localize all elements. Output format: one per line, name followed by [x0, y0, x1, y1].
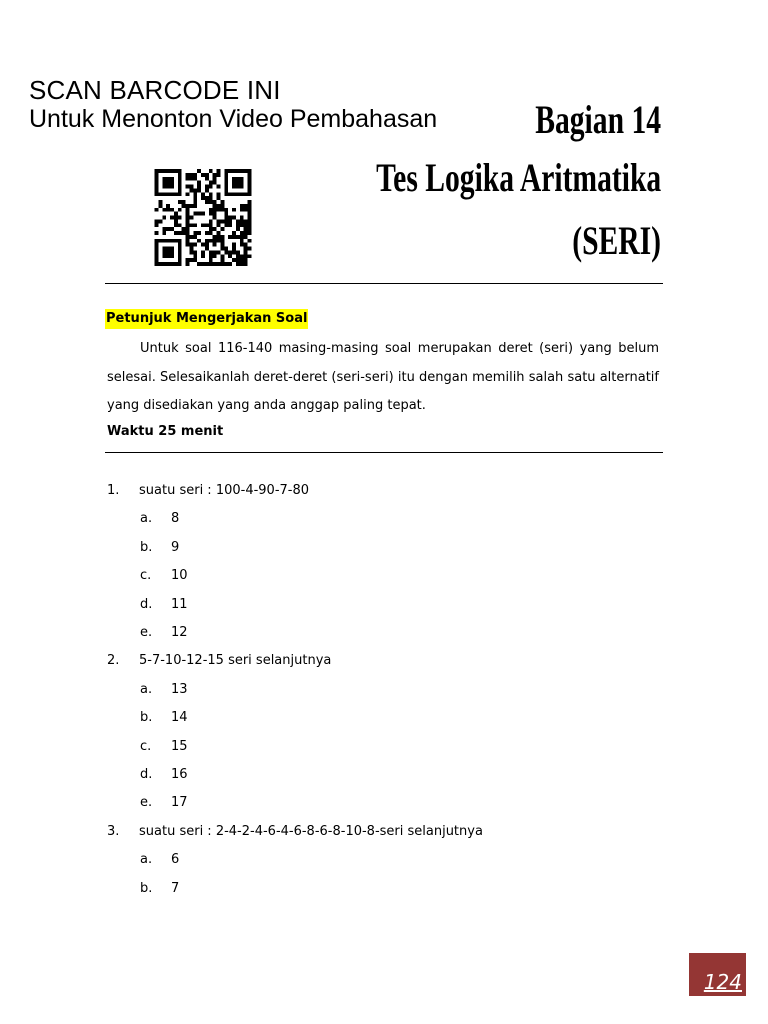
option-value: 9: [171, 539, 180, 555]
option-label: e.: [140, 795, 153, 811]
instructions-heading: Petunjuk Mengerjakan Soal: [105, 309, 308, 329]
option-value: 11: [171, 596, 188, 612]
option-value: 17: [171, 795, 188, 811]
option-label: a.: [140, 852, 153, 868]
qr-code-icon: [151, 169, 255, 266]
option-value: 7: [171, 880, 180, 896]
question-text: suatu seri : 2-4-2-4-6-4-6-8-6-8-10-8-seri selanjutnya: [139, 823, 483, 839]
page-number: 124: [703, 970, 742, 994]
option-label: a.: [140, 681, 153, 697]
option-label: b.: [140, 880, 153, 896]
option-value: 10: [171, 568, 188, 584]
section-title-heading: Tes Logika Aritmatika: [375, 155, 661, 200]
option-label: a.: [140, 511, 153, 527]
option-value: 13: [171, 681, 188, 697]
scan-barcode-subtitle: Untuk Menonton Video Pembahasan: [29, 105, 438, 133]
option-label: c.: [140, 568, 152, 584]
option-value: 6: [171, 852, 180, 868]
question-number: 1.: [107, 483, 120, 498]
question-text: 5-7-10-12-15 seri selanjutnya: [139, 653, 332, 669]
option-label: e.: [140, 625, 153, 640]
question-number: 3.: [107, 823, 120, 839]
option-label: d.: [140, 596, 153, 612]
option-label: d.: [140, 767, 153, 782]
instructions-body: Untuk soal 116-140 masing-masing soal merupakan deret (seri) yang belum selesai. Selesaikanlah deret-deret (seri-seri) itu dengan memilih salah satu alternatif yang disediakan yang anda anggap paling tepat.: [107, 341, 659, 413]
option-value: 12: [171, 625, 188, 640]
question-text: suatu seri : 100-4-90-7-80: [139, 483, 310, 498]
section-subtitle-heading: (SERI): [572, 218, 661, 263]
option-label: b.: [140, 539, 153, 555]
option-value: 8: [171, 511, 180, 527]
time-limit: Waktu 25 menit: [107, 424, 224, 439]
option-value: 14: [171, 710, 188, 726]
option-label: c.: [140, 738, 152, 754]
instructions-divider: [105, 452, 663, 453]
scan-barcode-title: SCAN BARCODE INI: [29, 75, 281, 105]
option-label: b.: [140, 710, 153, 726]
page-number-box: [689, 953, 746, 996]
option-value: 15: [171, 738, 188, 754]
section-part-heading: Bagian 14: [535, 97, 661, 142]
option-value: 16: [171, 767, 188, 782]
question-number: 2.: [107, 653, 120, 669]
header-divider: [105, 283, 663, 284]
